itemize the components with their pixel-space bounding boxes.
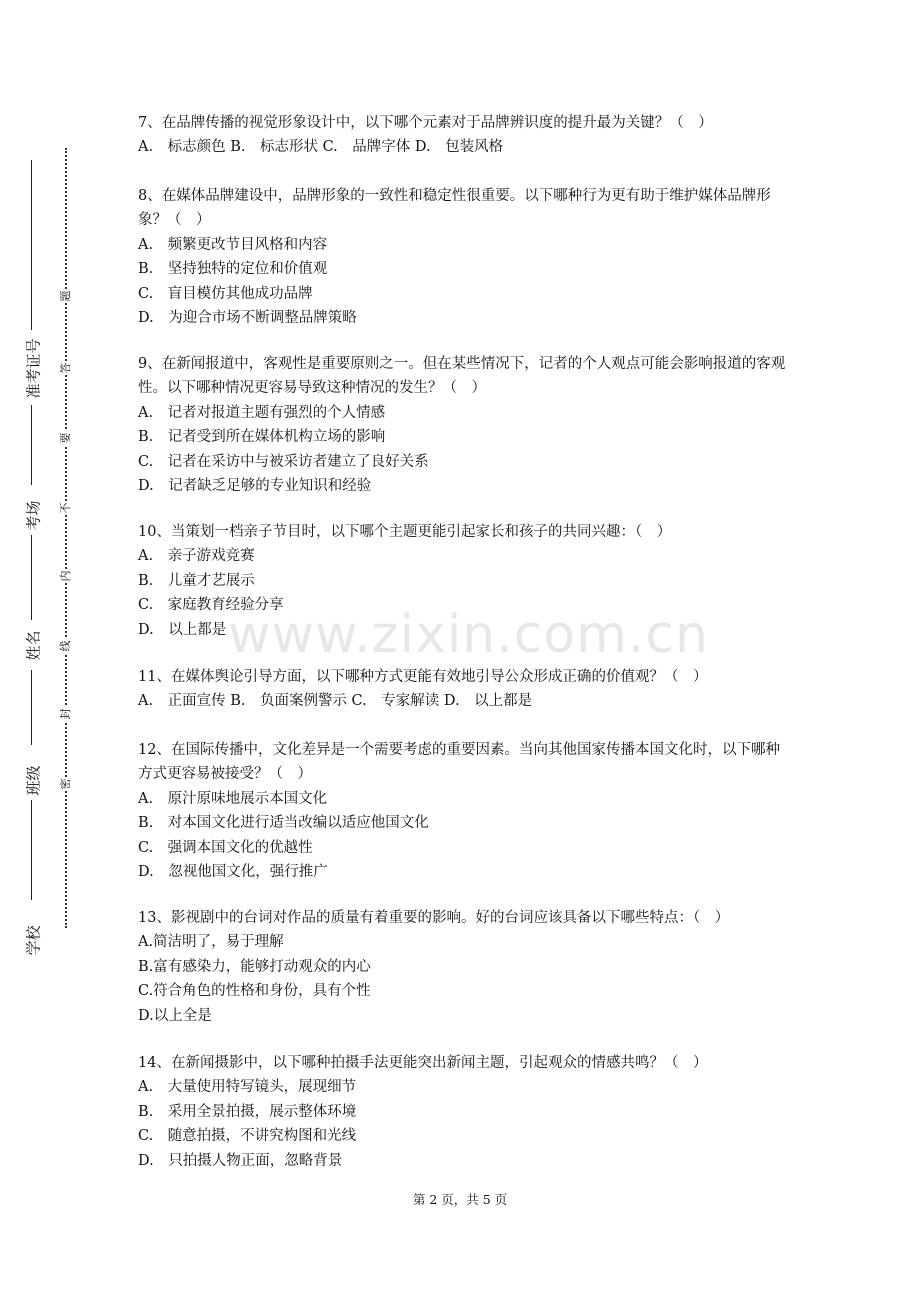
page-number: 第 2 页，共 5 页 — [412, 1192, 508, 1207]
seal-char: 不 — [59, 502, 72, 514]
seal-char: 要 — [59, 432, 72, 444]
exam-number-label: 准考证号 — [24, 338, 43, 399]
seal-char: 内 — [59, 570, 72, 582]
option-line: D.以上全是 — [138, 1007, 212, 1024]
question-stem: 7、在品牌传播的视觉形象设计中，以下哪个元素对于品牌辨识度的提升最为关键？（ ） — [138, 115, 713, 131]
question-8 — [138, 184, 788, 330]
seal-char: 线 — [59, 640, 72, 652]
question-stem: 9、在新闻报道中，客观性是重要原则之一。但在某些情况下，记者的个人观点可能会影响报道的客观性。以下哪种情况更容易导致这种情况的发生？（ ） — [138, 356, 786, 397]
option-line: A.简洁明了，易于理解 — [138, 934, 284, 951]
option-line: A. 记者对报道主题有强烈的个人情感 — [138, 404, 386, 421]
option-line: C.符合角色的性格和身份，具有个性 — [138, 983, 371, 1000]
option-line: D. 只拍摄人物正面，忽略背景 — [138, 1152, 343, 1169]
watermark: www.zixin.com.cn — [228, 605, 709, 665]
seal-char: 封 — [59, 708, 72, 720]
question-7 — [138, 111, 788, 160]
seal-char: 答 — [59, 362, 72, 374]
option-line: D. 以上都是 — [138, 621, 227, 638]
question-stem: 12、在国际传播中，文化差异是一个需要考虑的重要因素。当向其他国家传播本国文化时，以下哪种方式更容易被接受？（ ） — [138, 742, 780, 783]
option-line: B.富有感染力，能够打动观众的内心 — [138, 958, 371, 975]
question-stem: 13、影视剧中的台词对作品的质量有着重要的影响。好的台词应该具备以下哪些特点：（ ） — [138, 910, 730, 926]
option-line: D. 记者缺乏足够的专业知识和经验 — [138, 478, 372, 495]
field-underline — [31, 800, 32, 900]
seal-char: 题 — [59, 290, 72, 302]
class-label: 班级 — [24, 765, 43, 796]
seal-dotted-line — [65, 148, 67, 928]
option-line: D. 忽视他国文化，强行推广 — [138, 864, 328, 881]
question-11 — [138, 665, 788, 714]
option-line: B. 采用全景拍摄，展示整体环境 — [138, 1103, 357, 1120]
question-10 — [138, 520, 788, 642]
field-underline — [31, 535, 32, 620]
option-line: A. 频繁更改节目风格和内容 — [138, 236, 328, 253]
question-9 — [138, 352, 788, 498]
seal-line — [59, 148, 72, 928]
question-13 — [138, 906, 788, 1028]
name-label: 姓名 — [24, 630, 43, 661]
option-line: A. 正面宣传 B. 负面案例警示 C. 专家解读 D. 以上都是 — [138, 693, 533, 710]
option-line: B. 对本国文化进行适当改编以适应他国文化 — [138, 815, 429, 832]
option-line: A. 大量使用特写镜头，展现细节 — [138, 1079, 357, 1096]
option-line: B. 记者受到所在媒体机构立场的影响 — [138, 429, 386, 446]
option-line: B. 坚持独特的定位和价值观 — [138, 261, 328, 278]
question-stem: 8、在媒体品牌建设中，品牌形象的一致性和稳定性很重要。以下哪种行为更有助于维护媒体品牌形象？（ ） — [138, 188, 771, 229]
option-line: B. 儿童才艺展示 — [138, 572, 255, 589]
question-14 — [138, 1051, 788, 1173]
option-line: C. 家庭教育经验分享 — [138, 597, 284, 614]
question-stem: 11、在媒体舆论引导方面，以下哪种方式更能有效地引导公众形成正确的价值观？（ ） — [138, 669, 708, 685]
option-line: C. 强调本国文化的优越性 — [138, 839, 313, 856]
option-line: A. 标志颜色 B. 标志形状 C. 品牌字体 D. 包装风格 — [138, 139, 504, 156]
question-stem: 14、在新闻摄影中，以下哪种拍摄手法更能突出新闻主题，引起观众的情感共鸣？（ ） — [138, 1055, 708, 1071]
option-line: C. 记者在采访中与被采访者建立了良好关系 — [138, 453, 429, 470]
field-underline — [31, 160, 32, 330]
option-line: C. 随意拍摄，不讲究构图和光线 — [138, 1128, 357, 1145]
option-line: A. 原汁原味地展示本国文化 — [138, 790, 328, 807]
option-line: A. 亲子游戏竞赛 — [138, 548, 255, 565]
seal-char: 密 — [59, 778, 72, 790]
question-12 — [138, 738, 788, 884]
question-stem: 10、当策划一档亲子节目时，以下哪个主题更能引起家长和孩子的共同兴趣：（ ） — [138, 524, 672, 540]
school-label: 学校 — [24, 925, 43, 956]
field-underline — [31, 405, 32, 485]
option-line: D. 为迎合市场不断调整品牌策略 — [138, 310, 357, 327]
option-line: C. 盲目模仿其他成功品牌 — [138, 285, 313, 302]
field-underline — [31, 670, 32, 745]
exam-room-label: 考场 — [24, 500, 43, 531]
